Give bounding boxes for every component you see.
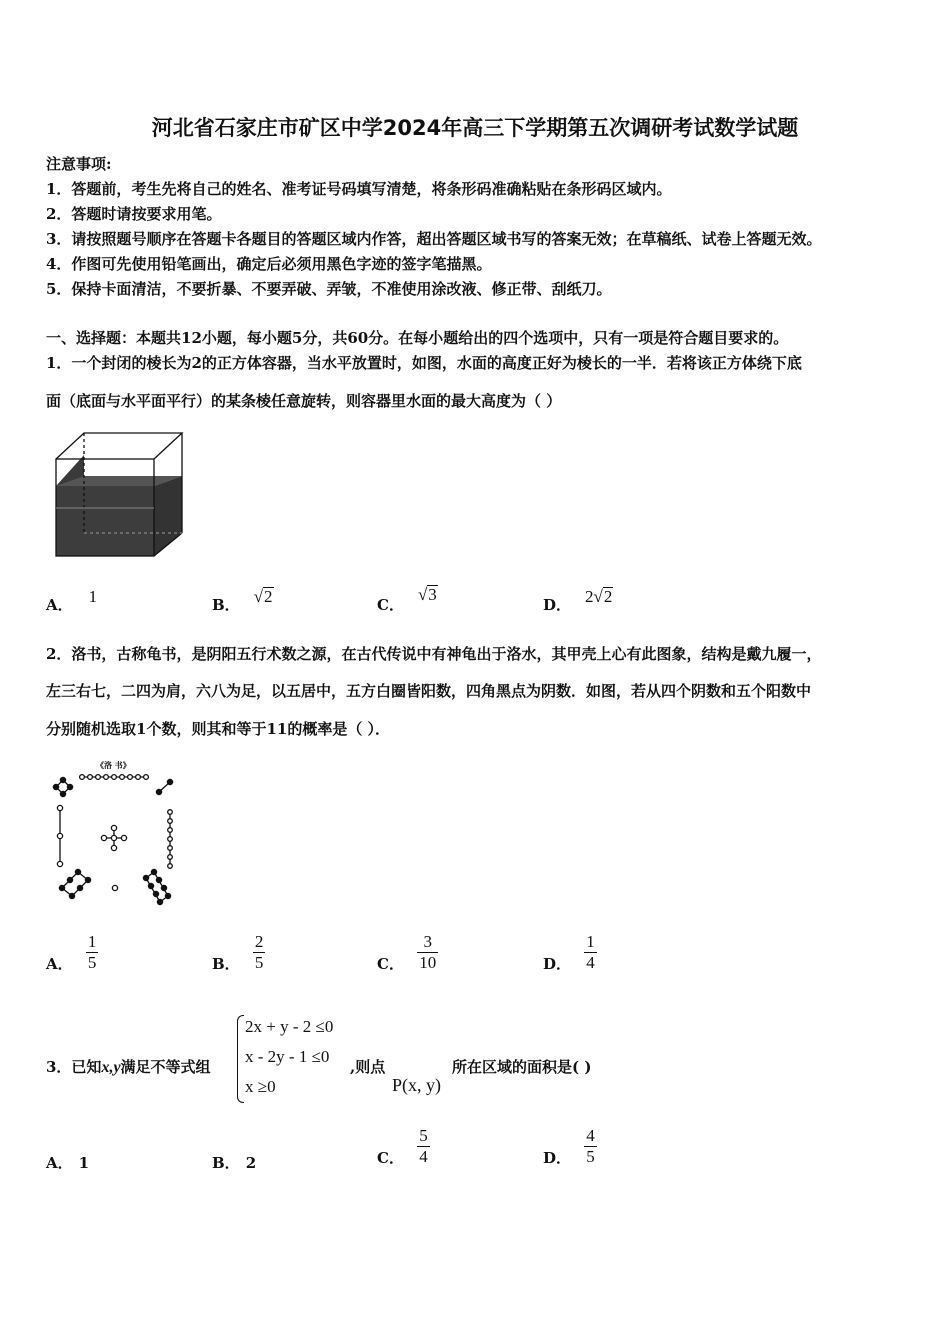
- q2-text-line: 左三右七，二四为肩，六八为足，以五居中，五方白圈皆阳数，四角黑点为阴数．如图，若从四个阴数和五个阳数中: [46, 682, 812, 700]
- q1-text-line: 面（底面与水平面平行）的某条棱任意旋转，则容器里水面的最大高度为（ ）: [46, 392, 562, 410]
- notice-item: 4．作图可先使用铅笔画出，确定后必须用黑色字迹的签字笔描黑。: [46, 255, 492, 273]
- q1-option-c[interactable]: C．√3: [377, 585, 437, 614]
- q2-option-d[interactable]: D． $\frac{1}{4}$: [543, 932, 595, 973]
- q3-suffix: 所在区域的面积是( ): [452, 1058, 592, 1076]
- inequality: x - 2y - 1 ≤0: [245, 1047, 330, 1066]
- q1-text-line: 1．一个封闭的棱长为2的正方体容器，当水平放置时，如图，水面的高度正好为棱长的一半．若将该正方体绕下底: [46, 354, 802, 372]
- q3-prefix: 3．已知x,y满足不等式组: [46, 1058, 211, 1076]
- q2-text-line: 2．洛书，古称龟书，是阴阳五行术数之源，在古代传说中有神龟出于洛水，其甲壳上心有此图象，结构是戴九履一，: [46, 645, 822, 663]
- q2-option-a[interactable]: A． $\frac{1}{5}$: [46, 932, 97, 973]
- section-heading: 一、选择题：本题共12小题，每小题5分，共60分。在每小题给出的四个选项中，只有一项是符合题目要求的。: [46, 329, 789, 347]
- q3-then: ,则点: [350, 1058, 386, 1076]
- inequality: x ≥0: [245, 1077, 276, 1096]
- q3-option-d[interactable]: D． $\frac{4}{5}$: [543, 1126, 595, 1167]
- inequality-system: [237, 1015, 357, 1101]
- notice-heading: 注意事项:: [46, 155, 112, 173]
- q2-text-line: 分别随机选取1个数，则其和等于11的概率是（ ）．: [46, 720, 391, 738]
- q3-point: P(x, y): [392, 1075, 441, 1095]
- q2-option-b[interactable]: B． $\frac{2}{5}$: [212, 932, 264, 973]
- q3-option-c[interactable]: C． $\frac{5}{4}$: [377, 1126, 428, 1167]
- cube-figure: [50, 430, 190, 560]
- luoshu-figure: [48, 768, 188, 908]
- notice-item: 2．答题时请按要求用笔。: [46, 205, 222, 223]
- q2-option-c[interactable]: C． $\frac{3}{10}$: [377, 932, 437, 973]
- page-title: 河北省石家庄市矿区中学2024年高三下学期第五次调研考试数学试题: [151, 116, 799, 140]
- notice-item: 3．请按照题号顺序在答题卡各题目的答题区域内作答，超出答题区域书写的答案无效；在草稿纸、试卷上答题无效。: [46, 230, 822, 248]
- luoshu-caption: 《洛 书》: [96, 760, 131, 770]
- q3-option-b[interactable]: B． 2: [212, 1154, 257, 1172]
- inequality: 2x + y - 2 ≤0: [245, 1017, 334, 1036]
- q3-option-a[interactable]: A． 1: [46, 1154, 90, 1172]
- q1-option-d[interactable]: D． 2√2: [543, 587, 613, 614]
- q1-option-a[interactable]: A． 1: [46, 587, 98, 614]
- brace: [237, 1015, 244, 1103]
- q1-option-b[interactable]: B． √2: [212, 587, 273, 614]
- notice-item: 1．答题前，考生先将自己的姓名、准考证号码填写清楚，将条形码准确粘贴在条形码区域内。: [46, 180, 672, 198]
- notice-item: 5．保持卡面清洁，不要折暴、不要弄破、弄皱，不准使用涂改液、修正带、刮纸刀。: [46, 280, 612, 298]
